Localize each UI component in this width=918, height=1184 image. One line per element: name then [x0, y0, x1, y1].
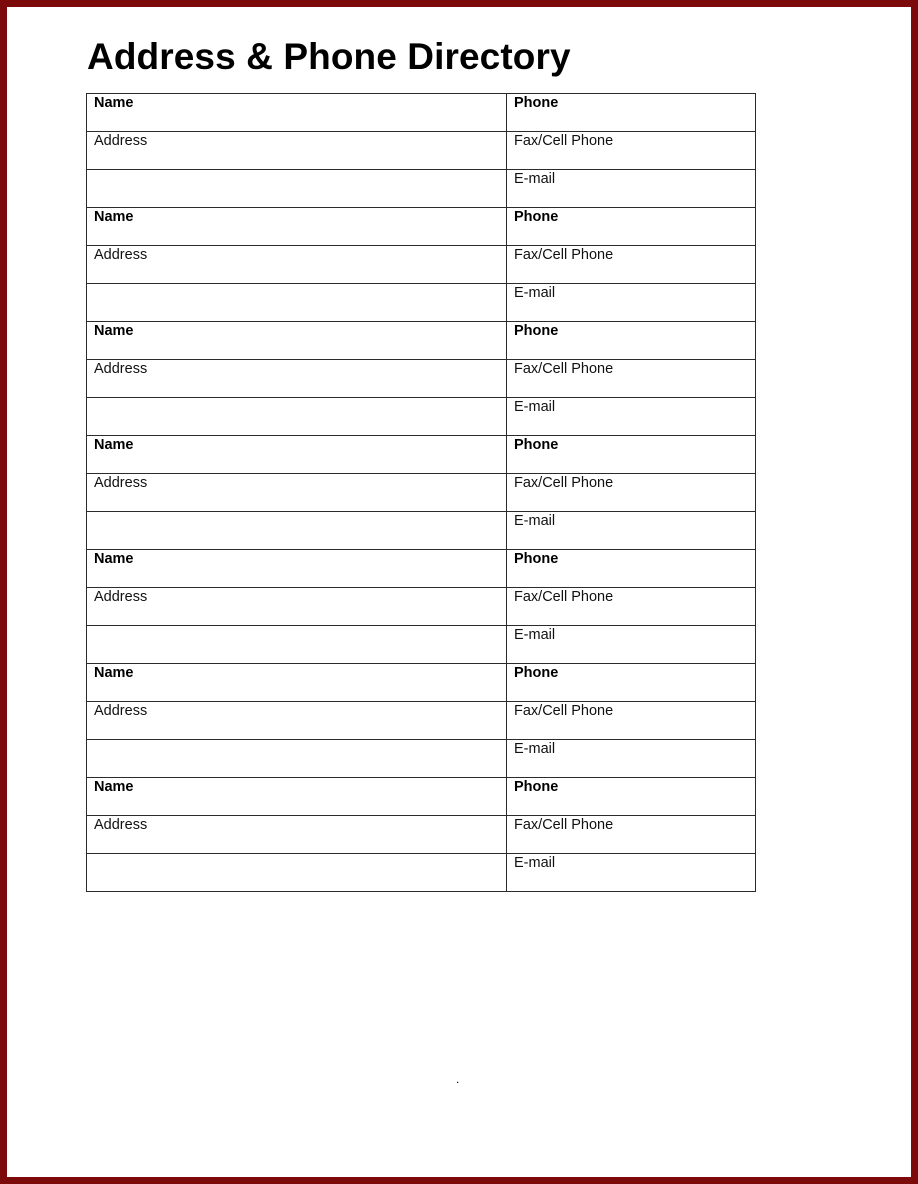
name-field[interactable]	[87, 436, 507, 474]
phone-field[interactable]	[507, 208, 756, 246]
entry-5-address-row	[87, 588, 756, 626]
entry-6-address-row	[87, 702, 756, 740]
entry-2-address-row	[87, 246, 756, 284]
entry-3-name-row	[87, 322, 756, 360]
fax-cell-field[interactable]	[507, 246, 756, 284]
footer-mark: .	[456, 1072, 460, 1086]
name-field[interactable]	[87, 550, 507, 588]
entry-3-email-row	[87, 398, 756, 436]
address-label: Address	[94, 703, 148, 719]
entry-2-email-row	[87, 284, 756, 322]
fax-cell-field[interactable]	[507, 132, 756, 170]
entry-5-email-row	[87, 626, 756, 664]
address-field[interactable]	[87, 132, 507, 170]
entry-3-address-row	[87, 360, 756, 398]
entry-1-address-row	[87, 132, 756, 170]
address-continued-field[interactable]	[87, 854, 507, 892]
entry-4-email-row	[87, 512, 756, 550]
fax-cell-label: Fax/Cell Phone	[514, 247, 614, 263]
name-label: Name	[94, 95, 134, 111]
fax-cell-label: Fax/Cell Phone	[514, 361, 614, 377]
fax-cell-label: Fax/Cell Phone	[514, 817, 614, 833]
name-label: Name	[94, 665, 134, 681]
entry-2-name-row	[87, 208, 756, 246]
address-field[interactable]	[87, 816, 507, 854]
address-label: Address	[94, 133, 148, 149]
name-field[interactable]	[87, 208, 507, 246]
email-label: E-mail	[514, 513, 556, 529]
address-label: Address	[94, 475, 148, 491]
address-label: Address	[94, 589, 148, 605]
phone-field[interactable]	[507, 550, 756, 588]
email-field[interactable]	[507, 626, 756, 664]
phone-label: Phone	[514, 209, 559, 225]
name-field[interactable]	[87, 778, 507, 816]
address-continued-field[interactable]	[87, 626, 507, 664]
name-label: Name	[94, 209, 134, 225]
email-label: E-mail	[514, 741, 556, 757]
fax-cell-field[interactable]	[507, 360, 756, 398]
email-label: E-mail	[514, 285, 556, 301]
email-field[interactable]	[507, 512, 756, 550]
address-label: Address	[94, 247, 148, 263]
entry-7-email-row	[87, 854, 756, 892]
fax-cell-label: Fax/Cell Phone	[514, 475, 614, 491]
phone-label: Phone	[514, 551, 559, 567]
entry-7-address-row	[87, 816, 756, 854]
entry-1-name-row	[87, 94, 756, 132]
address-field[interactable]	[87, 246, 507, 284]
email-field[interactable]	[507, 170, 756, 208]
phone-label: Phone	[514, 437, 559, 453]
name-field[interactable]	[87, 664, 507, 702]
phone-label: Phone	[514, 665, 559, 681]
fax-cell-field[interactable]	[507, 474, 756, 512]
fax-cell-label: Fax/Cell Phone	[514, 589, 614, 605]
phone-field[interactable]	[507, 322, 756, 360]
phone-field[interactable]	[507, 94, 756, 132]
name-label: Name	[94, 779, 134, 795]
fax-cell-label: Fax/Cell Phone	[514, 703, 614, 719]
address-continued-field[interactable]	[87, 284, 507, 322]
phone-label: Phone	[514, 95, 559, 111]
phone-label: Phone	[514, 779, 559, 795]
address-label: Address	[94, 361, 148, 377]
address-field[interactable]	[87, 474, 507, 512]
email-label: E-mail	[514, 399, 556, 415]
directory-table	[86, 93, 756, 892]
entry-6-name-row	[87, 664, 756, 702]
page-title: Address & Phone Directory	[87, 36, 571, 77]
address-continued-field[interactable]	[87, 740, 507, 778]
name-field[interactable]	[87, 322, 507, 360]
address-field[interactable]	[87, 702, 507, 740]
email-field[interactable]	[507, 398, 756, 436]
name-label: Name	[94, 437, 134, 453]
email-field[interactable]	[507, 854, 756, 892]
email-field[interactable]	[507, 740, 756, 778]
name-label: Name	[94, 323, 134, 339]
entry-5-name-row	[87, 550, 756, 588]
email-label: E-mail	[514, 171, 556, 187]
address-continued-field[interactable]	[87, 170, 507, 208]
address-continued-field[interactable]	[87, 398, 507, 436]
address-field[interactable]	[87, 360, 507, 398]
fax-cell-field[interactable]	[507, 702, 756, 740]
address-field[interactable]	[87, 588, 507, 626]
phone-field[interactable]	[507, 778, 756, 816]
email-label: E-mail	[514, 627, 556, 643]
phone-field[interactable]	[507, 664, 756, 702]
fax-cell-label: Fax/Cell Phone	[514, 133, 614, 149]
entry-7-name-row	[87, 778, 756, 816]
entry-4-name-row	[87, 436, 756, 474]
email-field[interactable]	[507, 284, 756, 322]
fax-cell-field[interactable]	[507, 816, 756, 854]
address-label: Address	[94, 817, 148, 833]
email-label: E-mail	[514, 855, 556, 871]
phone-field[interactable]	[507, 436, 756, 474]
entry-1-email-row	[87, 170, 756, 208]
entry-4-address-row	[87, 474, 756, 512]
entry-6-email-row	[87, 740, 756, 778]
name-label: Name	[94, 551, 134, 567]
fax-cell-field[interactable]	[507, 588, 756, 626]
address-continued-field[interactable]	[87, 512, 507, 550]
name-field[interactable]	[87, 94, 507, 132]
phone-label: Phone	[514, 323, 559, 339]
